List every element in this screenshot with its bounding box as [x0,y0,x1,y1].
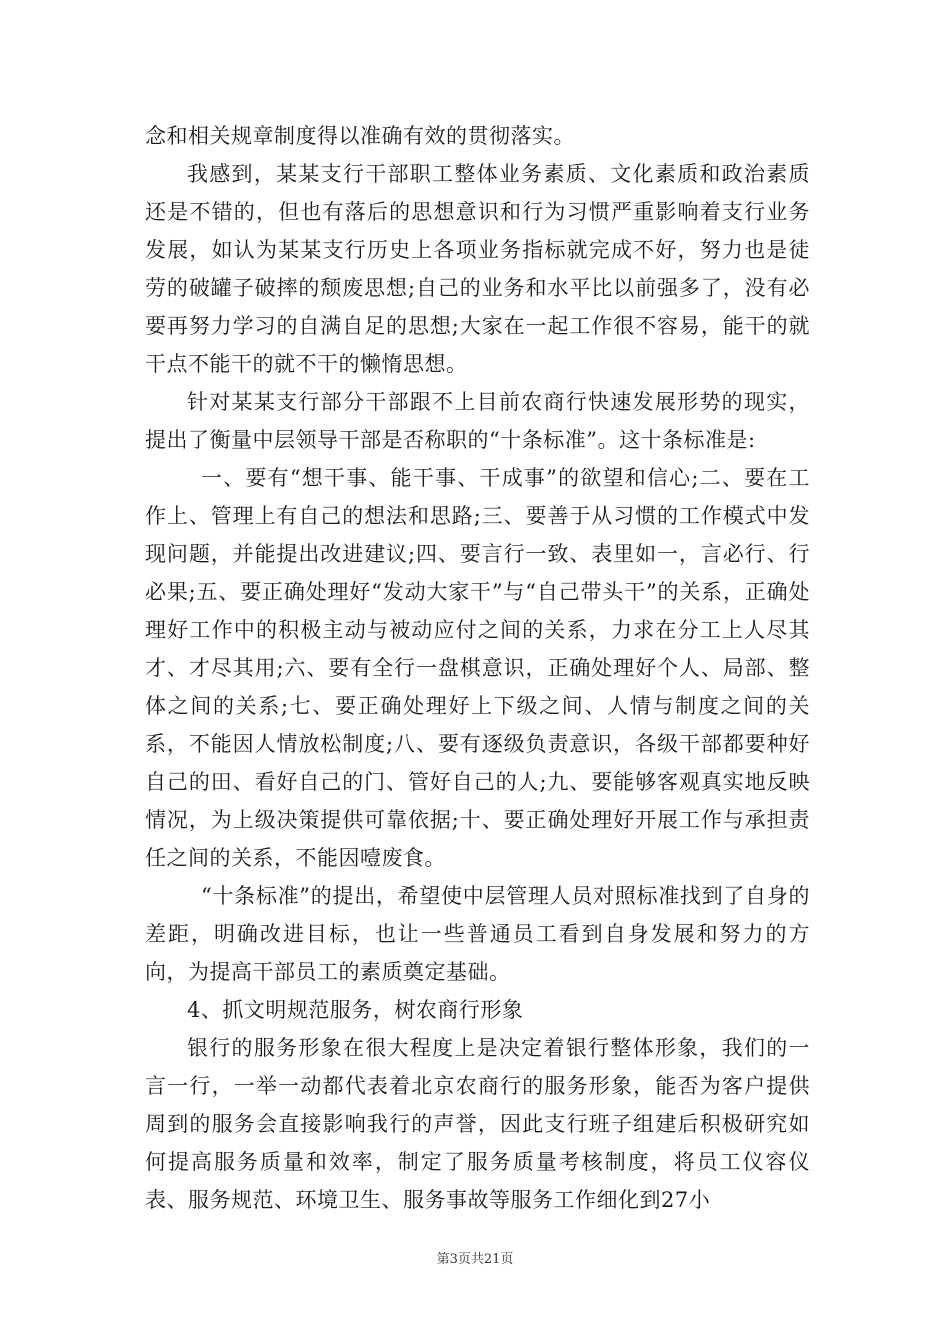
page-footer [0,1248,950,1267]
paragraph-ten-standards-list: 一、要有“想干事、能干事、干成事”的欲望和信心;二、要在工作上、管理上有自己的想法和思路;三、要善于从习惯的工作模式中发现问题，并能提出改进建议;四、要言行一致、表里如一，言必行、行必果;五、要正确处理好“发动大家干”与“自己带头干”的关系，正确处理好工作中的积极主动与被动应付之间的关系，力求在分工上人尽其才、才尽其用;六、要有全行一盘棋意识，正确处理好个人、局部、整体之间的关系;七、要正确处理好上下级之间、人情与制度之间的关系，不能因人情放松制度;八、要有逐级负责意识，各级干部都要种好自己的田、看好自己的门、管好自己的人;九、要能够客观真实地反映情况，为上级决策提供可靠依据;十、要正确处理好开展工作与承担责任之间的关系，不能因噎废食。 [145,466,810,870]
paragraph-ten-standards-purpose: “十条标准”的提出，希望使中层管理人员对照标准找到了自身的差距，明确改进目标，也让一些普通员工看到自身发展和努力的方向，为提高干部员工的素质奠定基础。 [145,884,810,984]
section-heading-service: 4、抓文明规范服务，树农商行形象 [187,998,524,1022]
page-number: 第3页共21页 [436,1252,514,1267]
paragraph-service-image: 银行的服务形象在很大程度上是决定着银行整体形象，我们的一言一行，一举一动都代表着北京农商行的服务形象，能否为客户提供周到的服务会直接影响我行的声誉，因此支行班子组建后积极研究如何提高服务质量和效率，制定了服务质量考核制度，将员工仪容仪表、服务规范、环境卫生、服务事故等服务工作细化到27小 [145,1036,810,1212]
paragraph-ten-standards-intro: 针对某某支行部分干部跟不上目前农商行快速发展形势的现实，提出了衡量中层领导干部是否称职的“十条标准”。这十条标准是: [145,390,810,452]
paragraph-staff-quality: 我感到，某某支行干部职工整体业务素质、文化素质和政治素质还是不错的，但也有落后的思想意识和行为习惯严重影响着支行业务发展，如认为某某支行历史上各项业务指标就完成不好，努力也是徒劳的破罐子破摔的颓废思想;自己的业务和水平比以前强多了，没有必要再努力学习的自满自足的思想;大家在一起工作很不容易，能干的就干点不能干的就不干的懒惰思想。 [145,162,810,376]
paragraph-continuation: 念和相关规章制度得以准确有效的贯彻落实。 [145,124,575,148]
document-body [145,117,810,1219]
